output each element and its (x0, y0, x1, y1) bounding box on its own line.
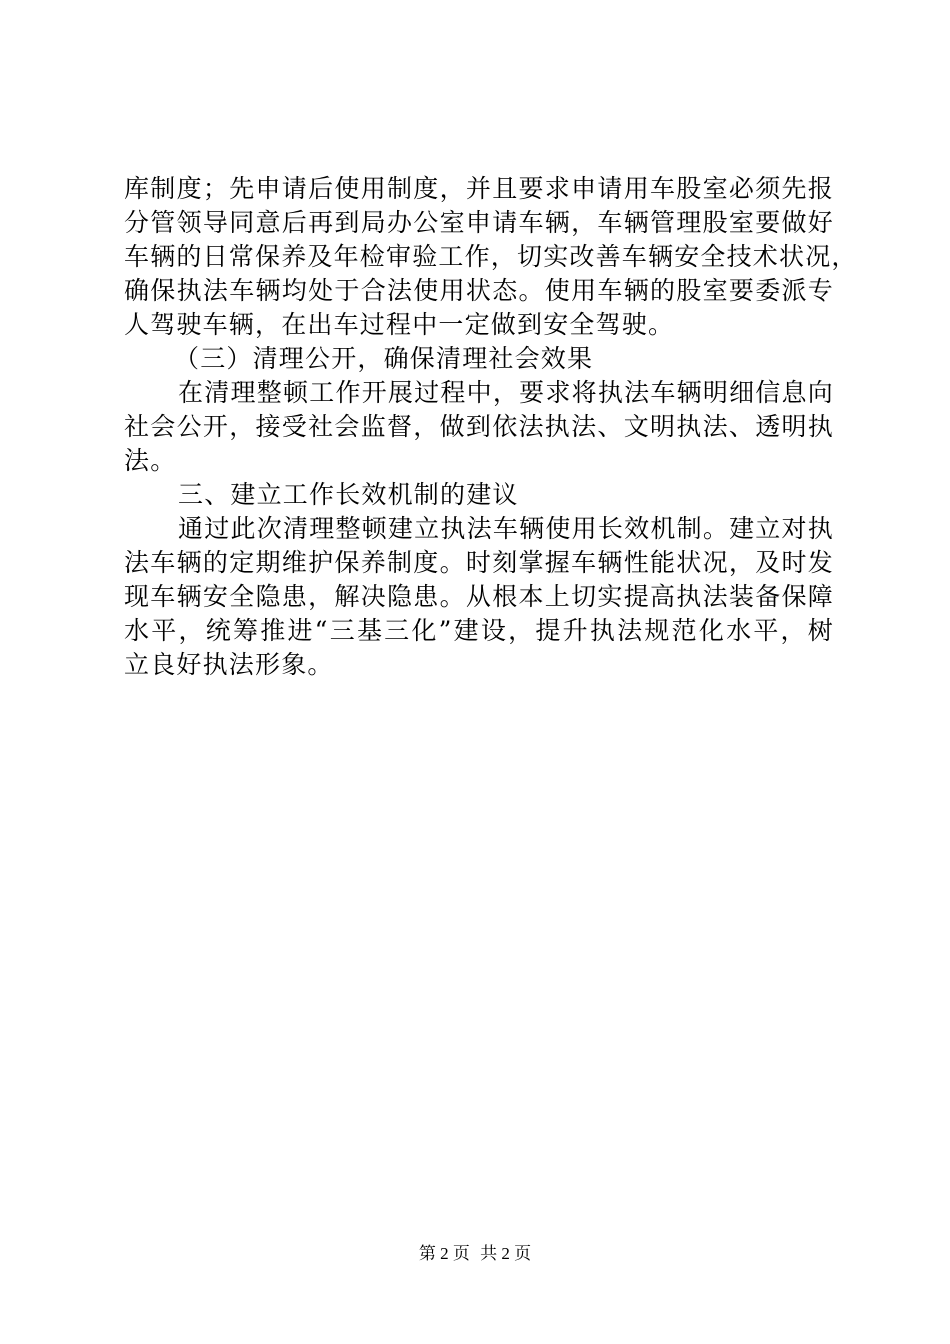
page-number: 第 2 页 (418, 1244, 470, 1263)
body-text-line: 立良好执法形象。 (124, 650, 334, 679)
body-text-line: 通过此次清理整顿建立执法车辆使用长效机制。建立对执 (178, 514, 834, 543)
body-text-line: 确保执法车辆均处于合法使用状态。使用车辆的股室要委派专 (124, 276, 834, 305)
page-footer (0, 1243, 950, 1265)
body-text-line: 在清理整顿工作开展过程中，要求将执法车辆明细信息向 (178, 378, 834, 407)
section-heading: 三、建立工作长效机制的建议 (178, 480, 519, 509)
body-text-line: 分管领导同意后再到局办公室申请车辆，车辆管理股室要做好 (124, 208, 834, 237)
body-text-line: 库制度；先申请后使用制度，并且要求申请用车股室必须先报 (124, 174, 834, 203)
body-text-line: 法车辆的定期维护保养制度。时刻掌握车辆性能状况，及时发 (124, 548, 834, 577)
body-text-line: 水平，统筹推进“三基三化”建设，提升执法规范化水平，树 (124, 616, 834, 645)
body-text-line: 法。 (124, 446, 177, 475)
body-text-line: 人驾驶车辆，在出车过程中一定做到安全驾驶。 (124, 310, 675, 339)
section-heading: （三）清理公开，确保清理社会效果 (174, 344, 594, 373)
page-total: 共 2 页 (480, 1244, 532, 1263)
body-text-line: 车辆的日常保养及年检审验工作，切实改善车辆安全技术状况， (124, 242, 858, 271)
body-text-line: 社会公开，接受社会监督，做到依法执法、文明执法、透明执 (124, 412, 834, 441)
body-text-line: 现车辆安全隐患，解决隐患。从根本上切实提高执法装备保障 (124, 582, 834, 611)
